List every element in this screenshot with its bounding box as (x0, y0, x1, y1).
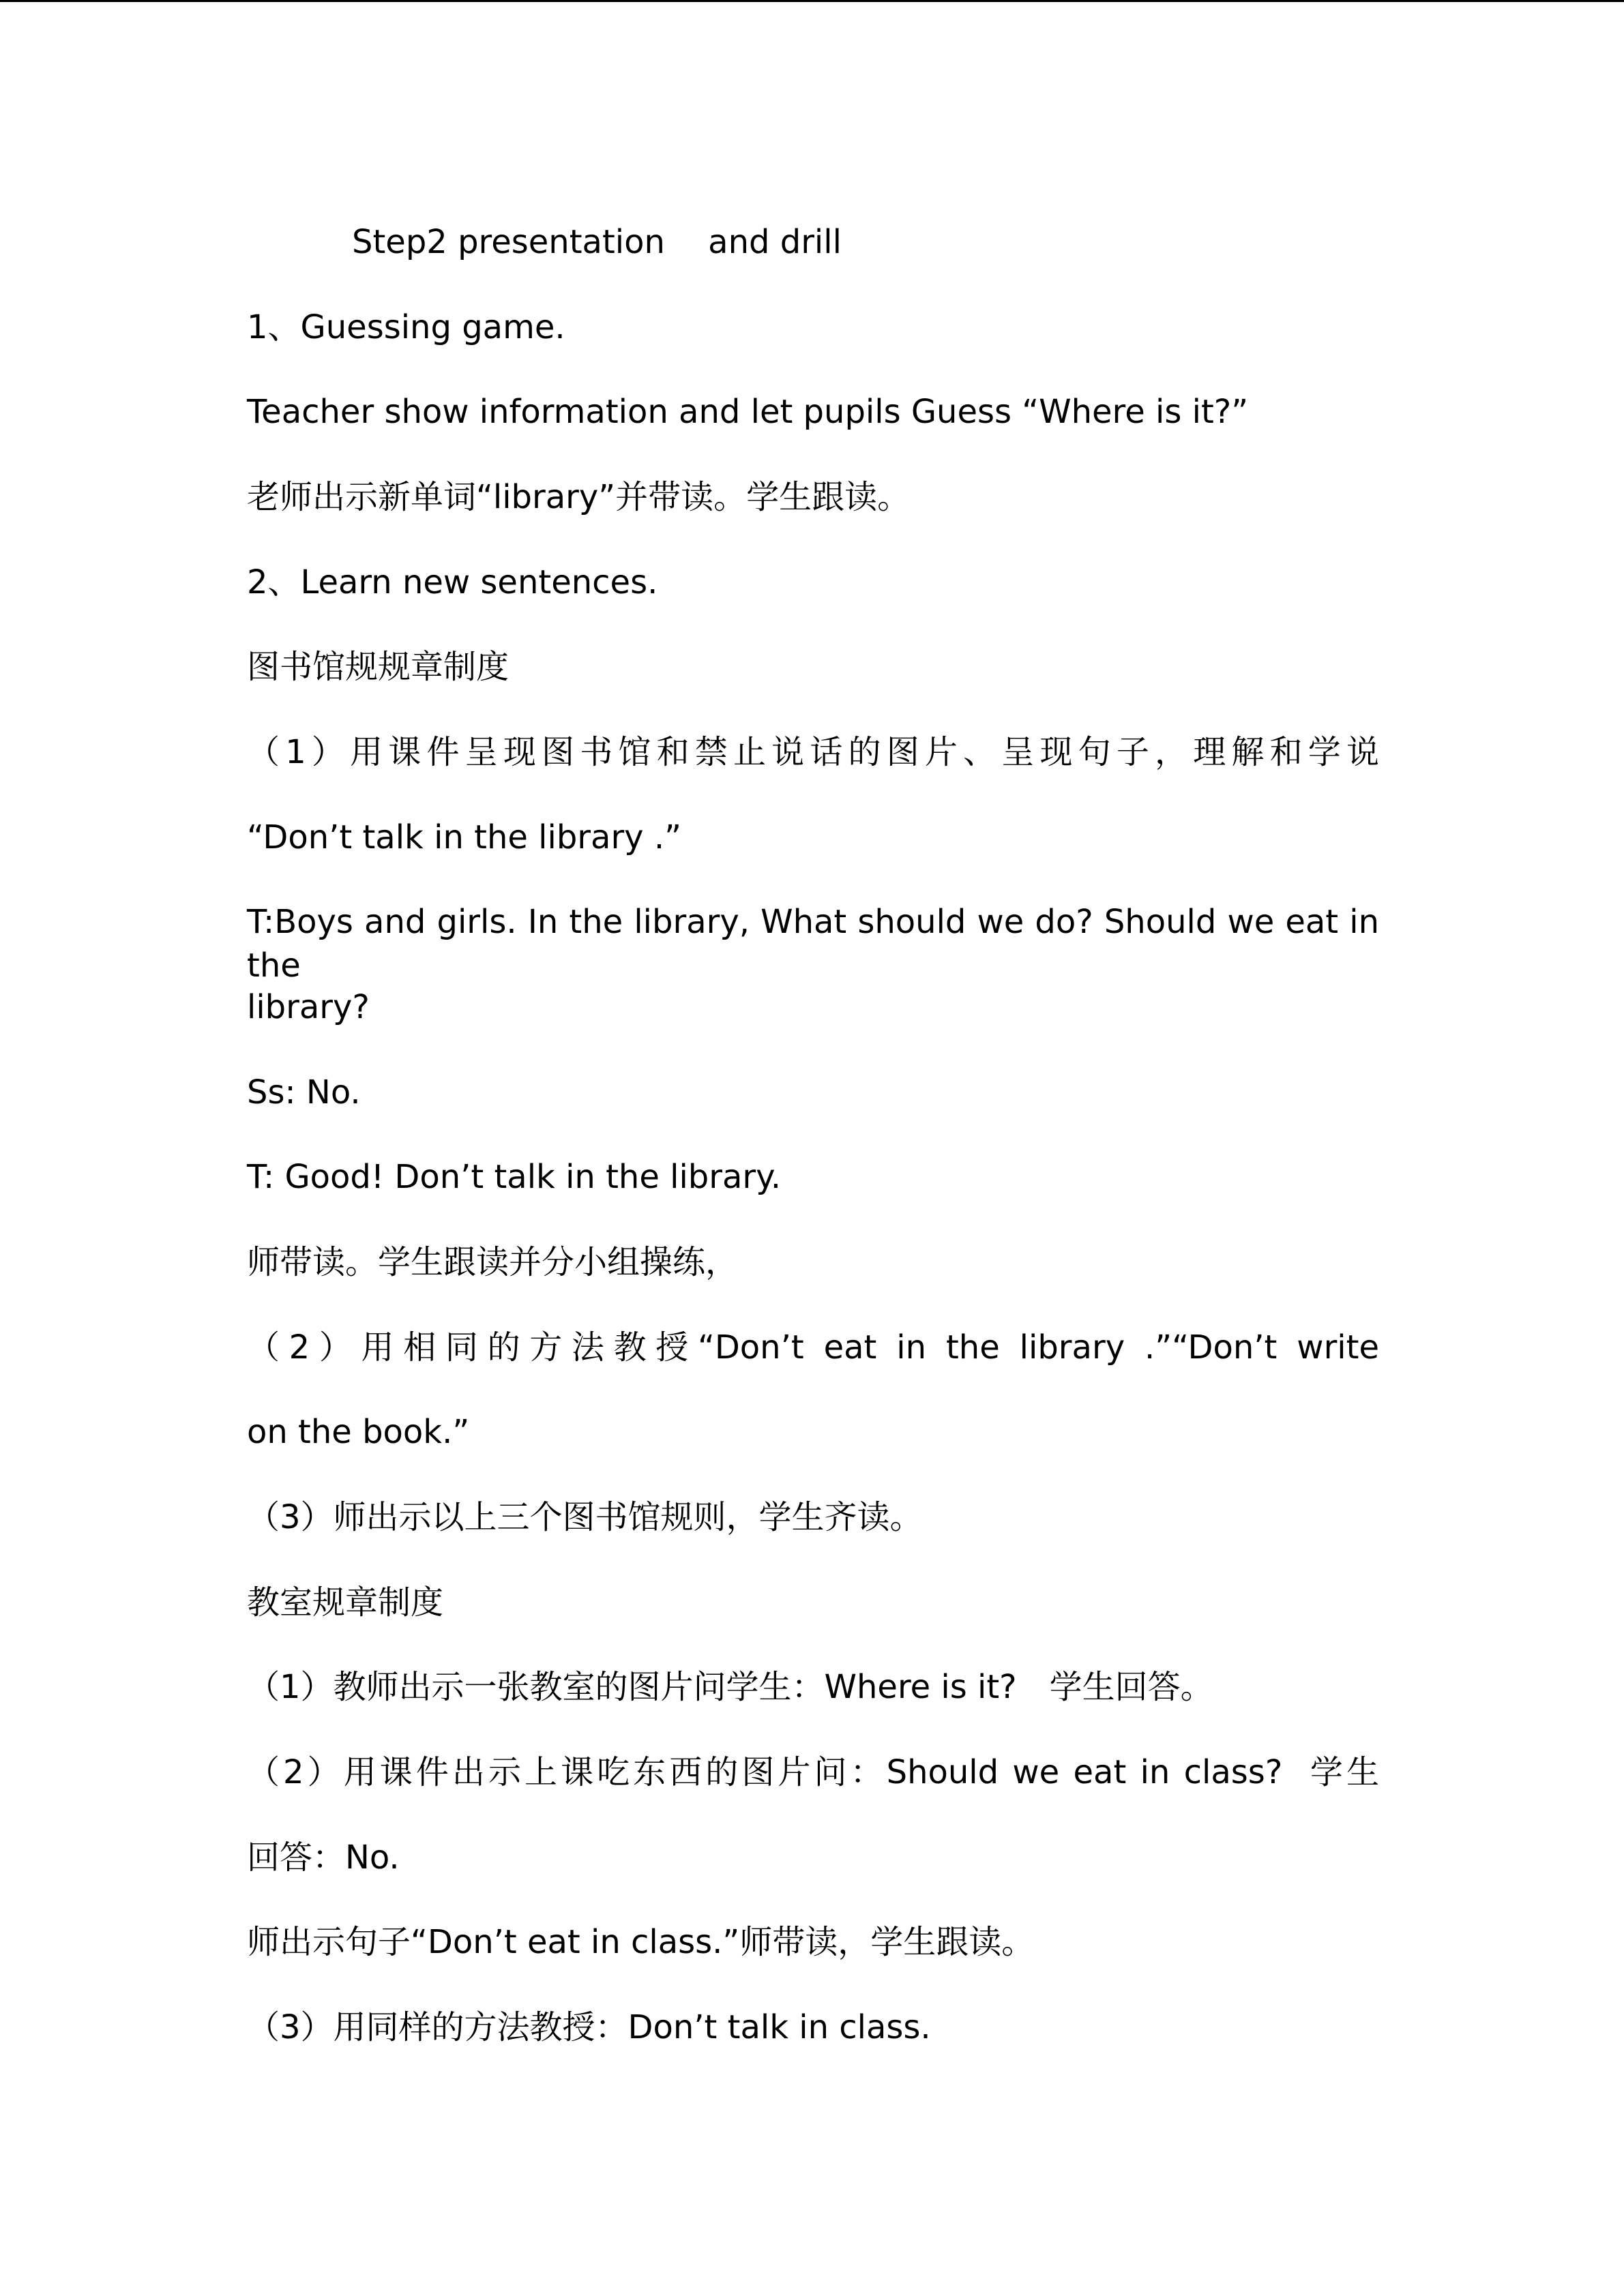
paragraph-line: on the book.” (247, 1413, 470, 1451)
section-learn-new-sentences: 2、Learn new sentences. (247, 563, 658, 601)
paragraph-line: T: Good! Don’t talk in the library. (247, 1158, 781, 1196)
paragraph-line: （2）用课件出示上课吃东西的图片问：Should we eat in class? 学生 (247, 1753, 1379, 1791)
subheading-classroom-rules: 教室规章制度 (247, 1583, 444, 1622)
paragraph-line: library? (247, 988, 370, 1026)
paragraph-line: （1）用课件呈现图书馆和禁止说话的图片、呈现句子，理解和学说 (247, 733, 1379, 771)
paragraph-line: 师出示句子“Don’t eat in class.”师带读，学生跟读。 (247, 1923, 1035, 1961)
paragraph-line: 回答：No. (247, 1838, 400, 1877)
paragraph-line: （3）用同样的方法教授：Don’t talk in class. (247, 2008, 931, 2046)
paragraph-line: “Don’t talk in the library .” (247, 818, 681, 856)
subheading-library-rules: 图书馆规规章制度 (247, 648, 510, 686)
section-guessing-game: 1、Guessing game. (247, 308, 565, 346)
paragraph-line: （3）师出示以上三个图书馆规则，学生齐读。 (247, 1498, 923, 1536)
paragraph-line: Ss: No. (247, 1073, 361, 1112)
step-heading: Step2 presentation and drill (352, 223, 842, 261)
paragraph-line: T:Boys and girls. In the library, What should we do? Should we eat in the (247, 903, 1379, 985)
paragraph-line: 师带读。学生跟读并分小组操练， (247, 1243, 739, 1281)
paragraph-line: 老师出示新单词“library”并带读。学生跟读。 (247, 478, 911, 516)
paragraph-line: （2）用相同的方法教授“Don’t eat in the library .”“Don’t write (247, 1328, 1379, 1367)
paragraph-line: （1）教师出示一张教室的图片问学生：Where is it? 学生回答。 (247, 1668, 1213, 1706)
paragraph-line: Teacher show information and let pupils Guess “Where is it?” (247, 393, 1249, 431)
